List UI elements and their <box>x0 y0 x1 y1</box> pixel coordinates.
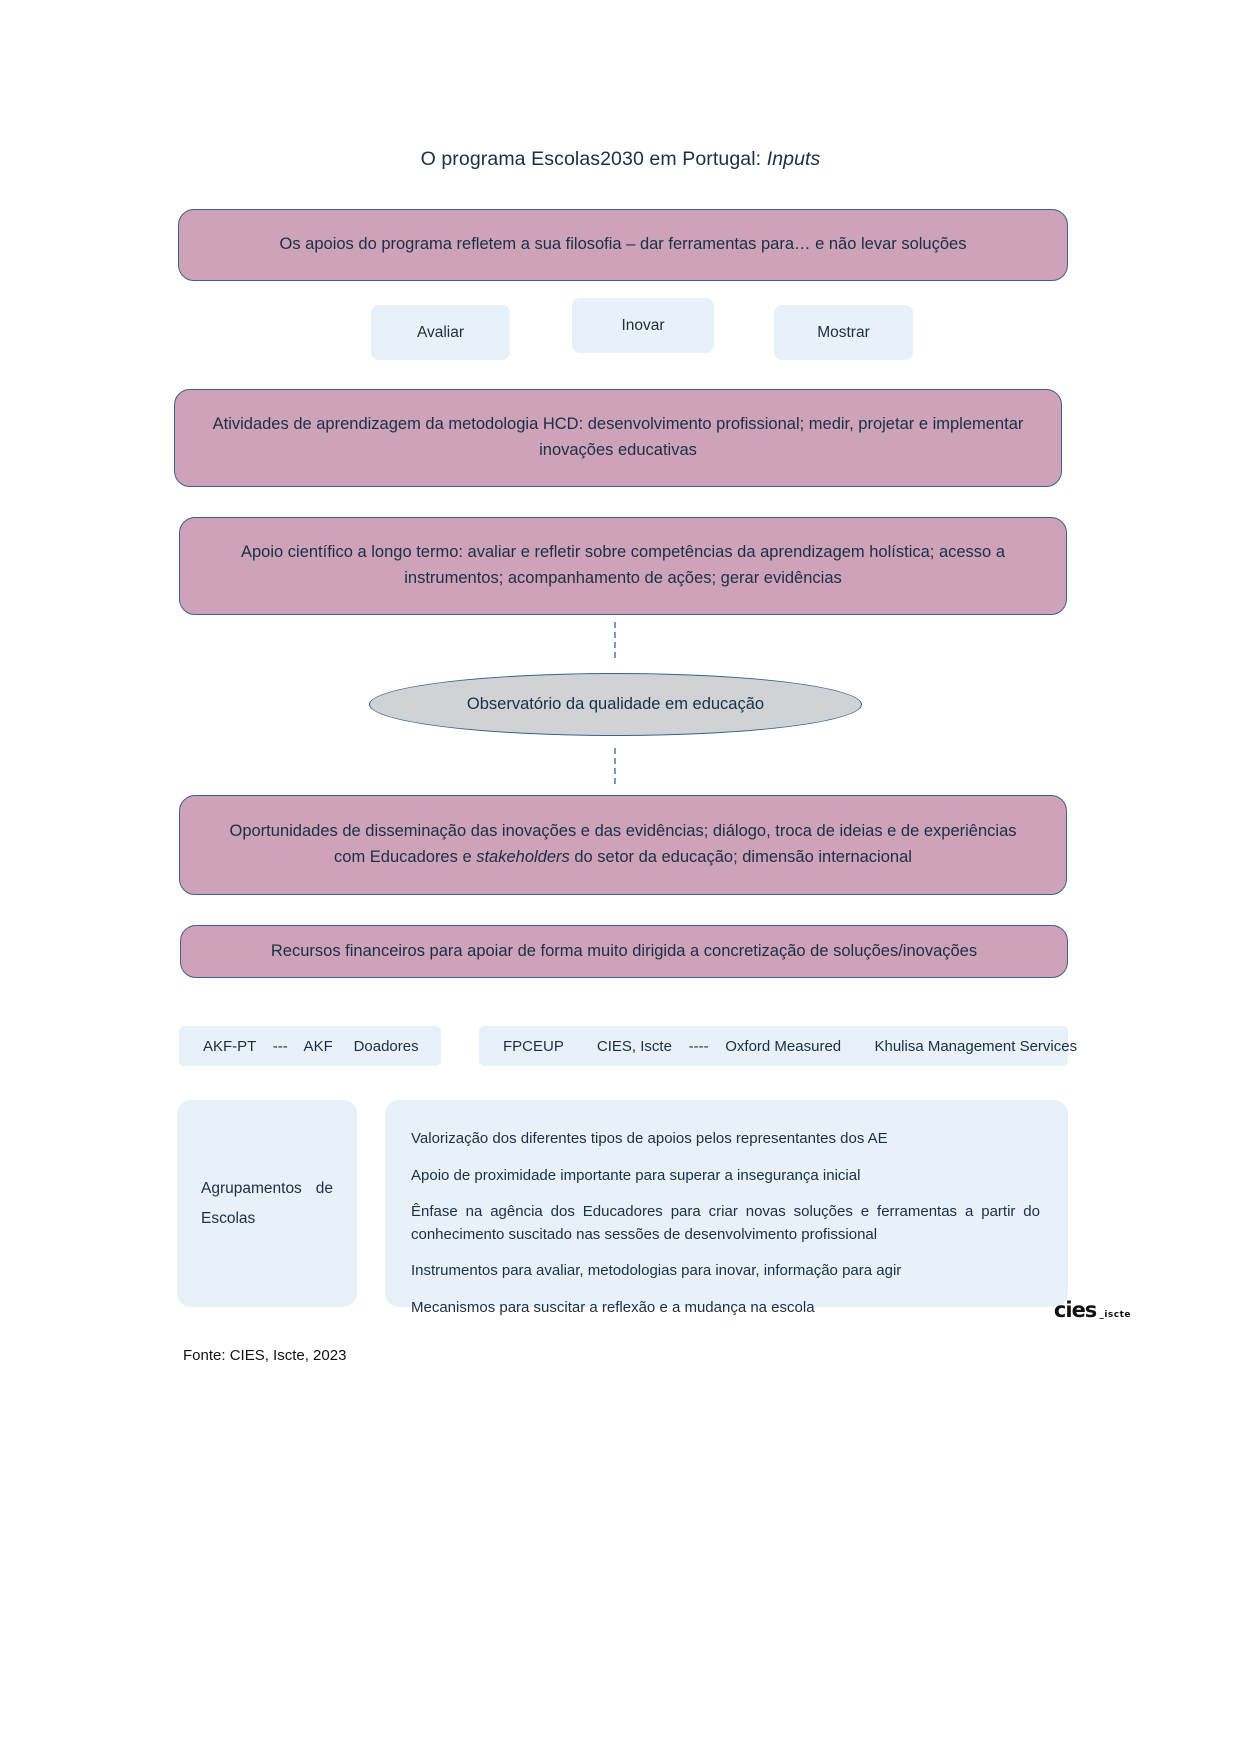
bar-filosofia-label: Os apoios do programa refletem a sua filosofia – dar ferramentas para… e não levar soluções <box>279 235 967 254</box>
bar-filosofia <box>178 209 1068 281</box>
pillar-inovar-label: Inovar <box>621 316 665 334</box>
logo-suffix: _iscte <box>1099 1310 1131 1320</box>
page-title-emphasis: Inputs <box>766 148 821 170</box>
observatory-ellipse <box>369 673 862 736</box>
observatory-label: Observatório da qualidade em educação <box>466 695 765 713</box>
finding-item: Apoio de proximidade importante para superar a insegurança inicial <box>411 1166 861 1184</box>
pillar-mostrar-label: Mostrar <box>817 323 870 341</box>
connector-upper-dashed <box>614 622 616 658</box>
bar-atividades <box>174 389 1062 487</box>
panel-school-clusters <box>177 1100 357 1307</box>
panel-school-clusters-label: Agrupamentos de Escolas <box>201 1180 333 1227</box>
bar-recursos <box>180 925 1068 978</box>
bar-recursos-label: Recursos financeiros para apoiar de forma muito dirigida a concretização de soluções/inovações <box>270 941 978 960</box>
strip-funders-label: AKF-PT --- AKF Doadores <box>203 1037 419 1055</box>
pillar-mostrar <box>774 305 913 360</box>
pillar-inovar <box>572 298 714 353</box>
connector-lower-dashed <box>614 748 616 784</box>
bar-atividades-label: Atividades de aprendizagem da metodologia HCD: desenvolvimento profissional; medir, projetar e implementar inovações educativas <box>212 415 1024 459</box>
strip-funders <box>179 1026 441 1066</box>
pillar-avaliar <box>371 305 510 360</box>
bar-disseminacao <box>179 795 1067 895</box>
page-title <box>0 148 1241 171</box>
cies-iscte-logo <box>1054 1298 1131 1322</box>
finding-item: Ênfase na agência dos Educadores para criar novas soluções e ferramentas a partir do conhecimento suscitado nas sessões de desenvolvimento profissional <box>411 1203 1040 1243</box>
strip-partners <box>479 1026 1078 1066</box>
finding-item: Valorização dos diferentes tipos de apoios pelos representantes dos AE <box>411 1130 888 1147</box>
pillar-avaliar-label: Avaliar <box>416 323 465 341</box>
bar-apoio-cientifico-label: Apoio científico a longo termo: avaliar e refletir sobre competências da aprendizagem holística; acesso a instrumentos; acompanhamento de ações; gerar evidências <box>241 543 1005 587</box>
finding-item: Instrumentos para avaliar, metodologias para inovar, informação para agir <box>411 1262 902 1279</box>
bar-disseminacao-part2: do setor da educação; dimensão internacional <box>569 848 912 866</box>
finding-item: Mecanismos para suscitar a reflexão e a mudança na escola <box>411 1298 815 1316</box>
bar-disseminacao-emphasis: stakeholders <box>476 848 570 866</box>
bar-disseminacao-part1: Oportunidades de disseminação das inovações e das evidências; diálogo, troca de ideias e de experiências com Educadores e <box>229 822 1017 866</box>
source-note: Fonte: CIES, Iscte, 2023 <box>183 1347 347 1364</box>
panel-findings <box>385 1100 1068 1316</box>
bar-apoio-cientifico <box>179 517 1067 615</box>
logo-name: cies <box>1053 1298 1097 1322</box>
strip-partners-label: FPCEUP CIES, Iscte ---- Oxford Measured Khulisa Management Services <box>503 1037 1078 1055</box>
page-title-main: O programa Escolas2030 em Portugal: <box>420 148 767 170</box>
